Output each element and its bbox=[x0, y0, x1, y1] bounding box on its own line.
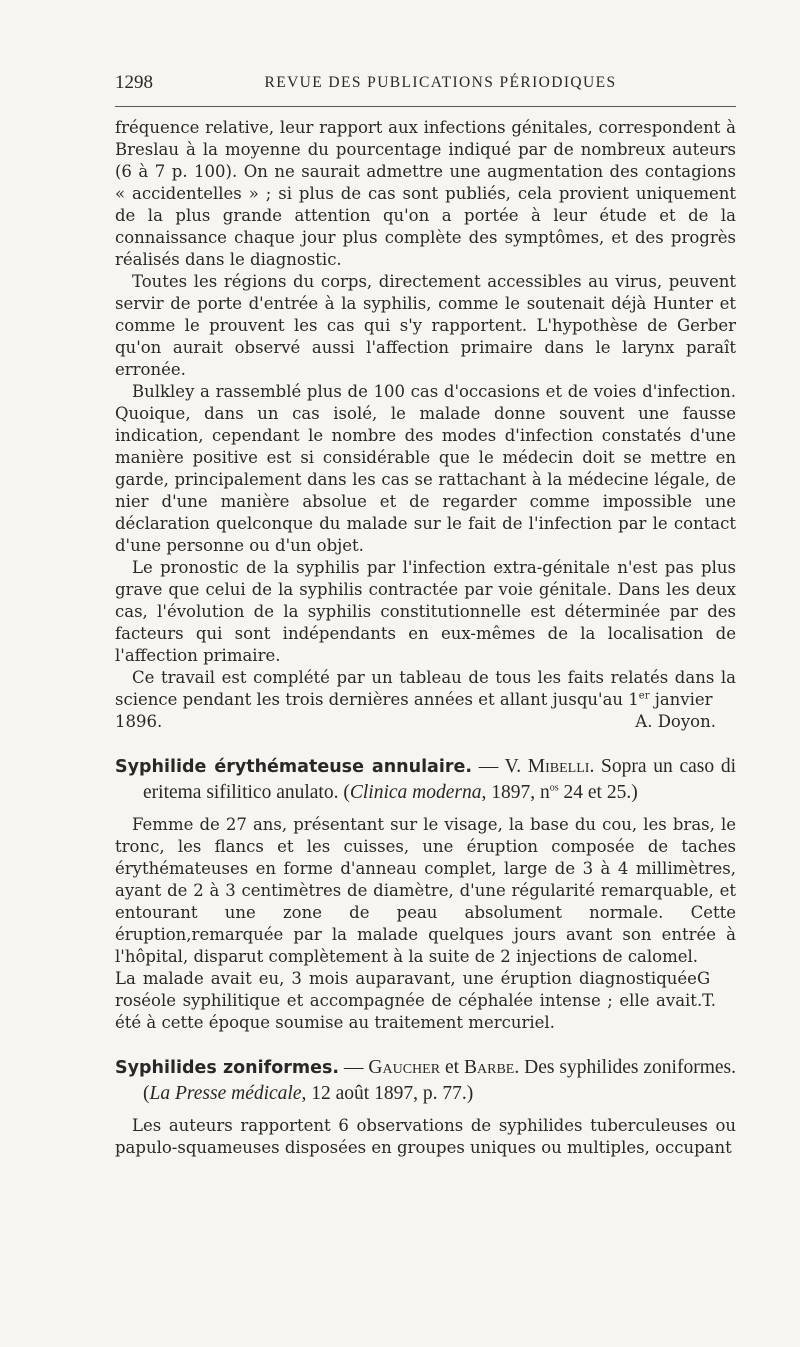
signature: G .T. bbox=[696, 969, 717, 1010]
paragraph: Femme de 27 ans, présentant sur le visage, la base du cou, les bras, le tronc, les flancs et les cuisses, une éruption composée de taches érythémateuses en forme d'anneau complet, large de 3 à 4 millimètres, ayant de 2 à 3 centimètres de diamètre, d'une régularité remarquable, et entourant une zone de peau absolument normale. Cette éruption,remarquée par la malade quelques jours avant son entrée à l'hôpital, disparut complètement à la suite de 2 injections de calomel. bbox=[115, 815, 736, 966]
article-heading bbox=[115, 1055, 736, 1106]
running-title: REVUE DES PUBLICATIONS PÉRIODIQUES bbox=[264, 74, 617, 91]
text-span: , 1897, n bbox=[481, 782, 550, 803]
page-header bbox=[115, 72, 736, 96]
text-span: V. bbox=[504, 756, 528, 777]
paragraph bbox=[115, 968, 736, 1034]
paragraph-end bbox=[115, 711, 736, 733]
text-span: La malade avait eu, 3 mois auparavant, une éruption diagnostiquée roséole syphilitique et accompagnée de céphalée intense ; elle avait été à cette époque soumise au traitement mercuriel. bbox=[115, 969, 697, 1032]
journal-name: Clinica moderna bbox=[349, 782, 482, 803]
author-name: Mibelli bbox=[527, 756, 590, 777]
author-name: Barbe bbox=[463, 1057, 515, 1078]
text-span: 1896. bbox=[115, 712, 163, 731]
text-span: . Sopra un caso di eritema sifilitico anulato. ( bbox=[143, 756, 737, 803]
paragraph: Le pronostic de la syphilis par l'infection extra-génitale n'est pas plus grave que celui de la syphilis contractée par voie génitale. Dans les deux cas, l'évolution de la syphilis constitutionnelle est déterminée par des facteurs qui sont indépendants en eux-mêmes de la localisation de l'affection primaire. bbox=[115, 558, 736, 665]
text-span: — bbox=[472, 756, 505, 777]
text-span: et bbox=[440, 1057, 464, 1078]
page-body bbox=[115, 117, 736, 1159]
text-span: . Des syphilides zoniformes. ( bbox=[143, 1057, 736, 1104]
paragraph: Toutes les régions du corps, directement accessibles au virus, peuvent servir de porte d'entrée à la syphilis, comme le soutenait déjà Hunter et comme le prouvent les cas qui s'y rapportent. L'hypothèse de Gerber qu'on aurait observé aussi l'affection primaire dans le larynx paraît erronée. bbox=[115, 272, 736, 379]
paragraph: Les auteurs rapportent 6 observations de syphilides tuberculeuses ou papulo-squameuses disposées en groupes uniques ou multiples, occupant bbox=[115, 1116, 736, 1157]
article-title: Syphilides zoniformes. bbox=[115, 1058, 340, 1078]
superscript: er bbox=[638, 690, 650, 702]
text-span: , 12 août 1897, p. 77.) bbox=[301, 1083, 474, 1104]
paragraph: Bulkley a rassemblé plus de 100 cas d'occasions et de voies d'infection. Quoique, dans un cas isolé, le malade donne souvent une fausse indication, cependant le nombre des modes d'infection constatés d'une manière positive est si considérable que le médecin doit se mettre en garde, principalement dans les cas se rattachant à la médecine légale, de nier d'une manière absolue et de regarder comme impossible une déclaration quelconque du malade sur le fait de l'infection par le contact d'une personne ou d'un objet. bbox=[115, 382, 736, 555]
header-rule bbox=[115, 106, 736, 107]
text-span: 24 et 25.) bbox=[558, 782, 638, 803]
article-heading bbox=[115, 754, 736, 805]
author-name: Gaucher bbox=[368, 1057, 441, 1078]
text-span: — bbox=[339, 1057, 369, 1078]
superscript: os bbox=[549, 782, 559, 794]
journal-name: La Presse médicale bbox=[149, 1083, 302, 1104]
paragraph: fréquence relative, leur rapport aux infections génitales, correspondent à Breslau à la moyenne du pourcentage indiqué par de nombreux auteurs (6 à 7 p. 100). On ne saurait admettre une augmentation des contagions « accidentelles » ; si plus de cas sont publiés, cela provient uniquement de la plus grande attention qu'on a portée à leur étude et de la connaissance chaque jour plus complète des symptômes, et des progrès réalisés dans le diagnostic. bbox=[115, 118, 736, 269]
text-span: janvier bbox=[649, 690, 713, 709]
paragraph bbox=[115, 667, 736, 711]
signature: A. Doyon. bbox=[635, 712, 716, 731]
text-span: Ce travail est complété par un tableau de tous les faits relatés dans la science pendant les trois dernières années et allant jusqu'au 1 bbox=[115, 668, 736, 709]
page-number: 1298 bbox=[115, 72, 153, 93]
article-title: Syphilide érythémateuse annulaire. bbox=[115, 757, 473, 777]
